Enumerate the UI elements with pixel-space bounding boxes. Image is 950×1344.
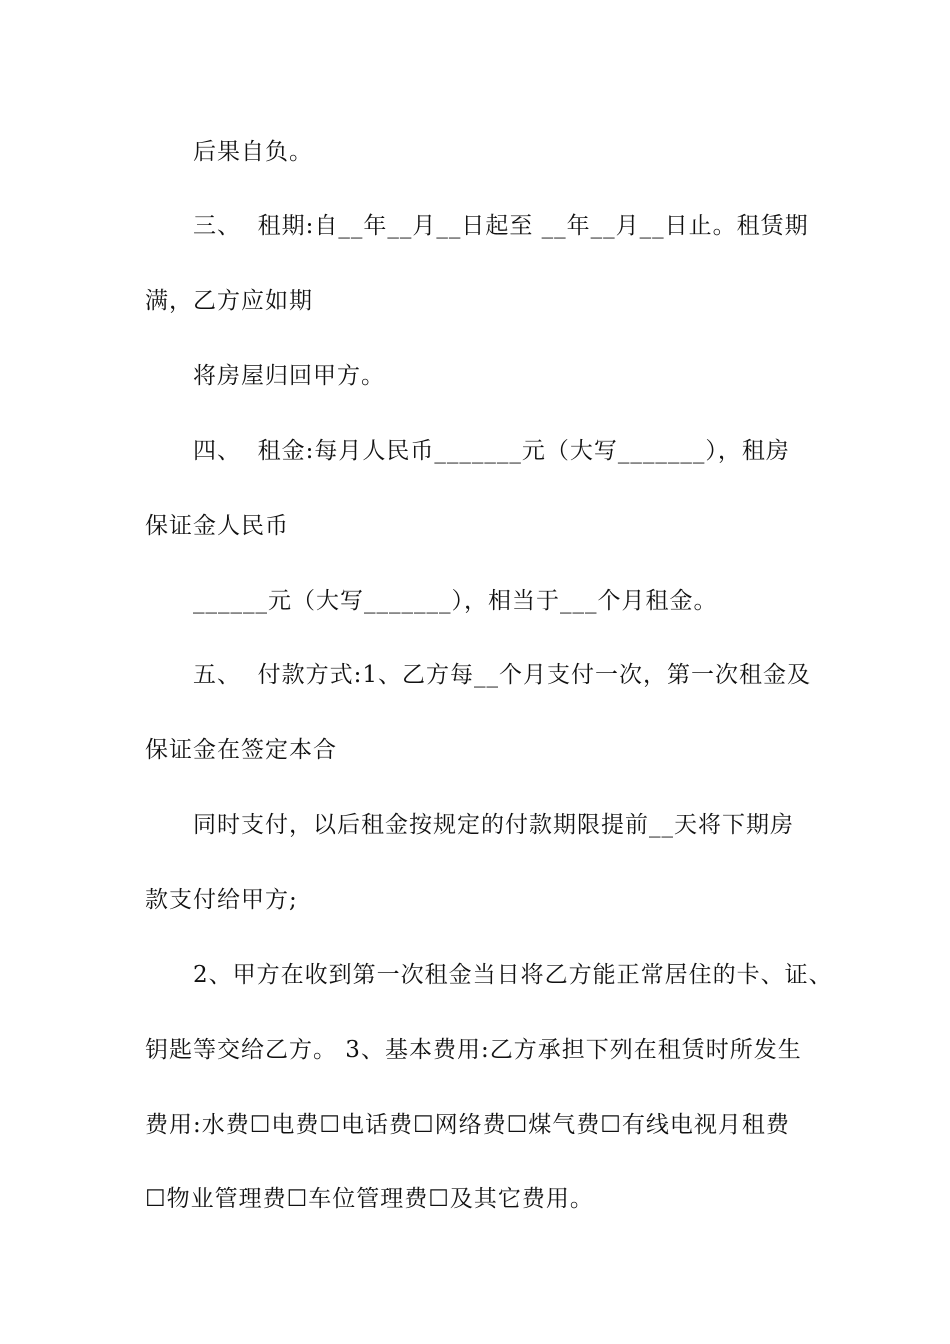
clause-3-rental-term: 三、 租期:自__年__月__日起至 __年__月__日止。租赁期 [193,213,809,239]
clause-5-payment: 五、 付款方式:1、乙方每__个月支付一次，第一次租金及 [193,662,812,688]
text-line-9: 保证金在签定本合 [145,737,337,763]
clause-4-rent: 四、 租金:每月人民币_______元（大写_______），租房 [193,438,790,464]
text-line-14: 费用:水费☐电费☐电话费☐网络费☐煤气费☐有线电视月租费 [145,1112,790,1138]
text-line-12: 2、甲方在收到第一次租金当日将乙方能正常居住的卡、证、 [193,962,833,988]
text-line-15: ☐物业管理费☐车位管理费☐及其它费用。 [145,1186,594,1212]
text-line-1: 后果自负。 [193,139,313,165]
text-line-4: 将房屋归回甲方。 [193,363,385,389]
text-line-3: 满，乙方应如期 [145,288,313,314]
text-line-13: 钥匙等交给乙方。 3、基本费用:乙方承担下列在租赁时所发生 [145,1037,802,1063]
text-line-6: 保证金人民币 [145,513,289,539]
text-line-11: 款支付给甲方; [145,887,298,913]
text-line-7: ______元（大写_______），相当于___个月租金。 [193,588,718,614]
text-line-10: 同时支付，以后租金按规定的付款期限提前__天将下期房 [193,812,794,838]
